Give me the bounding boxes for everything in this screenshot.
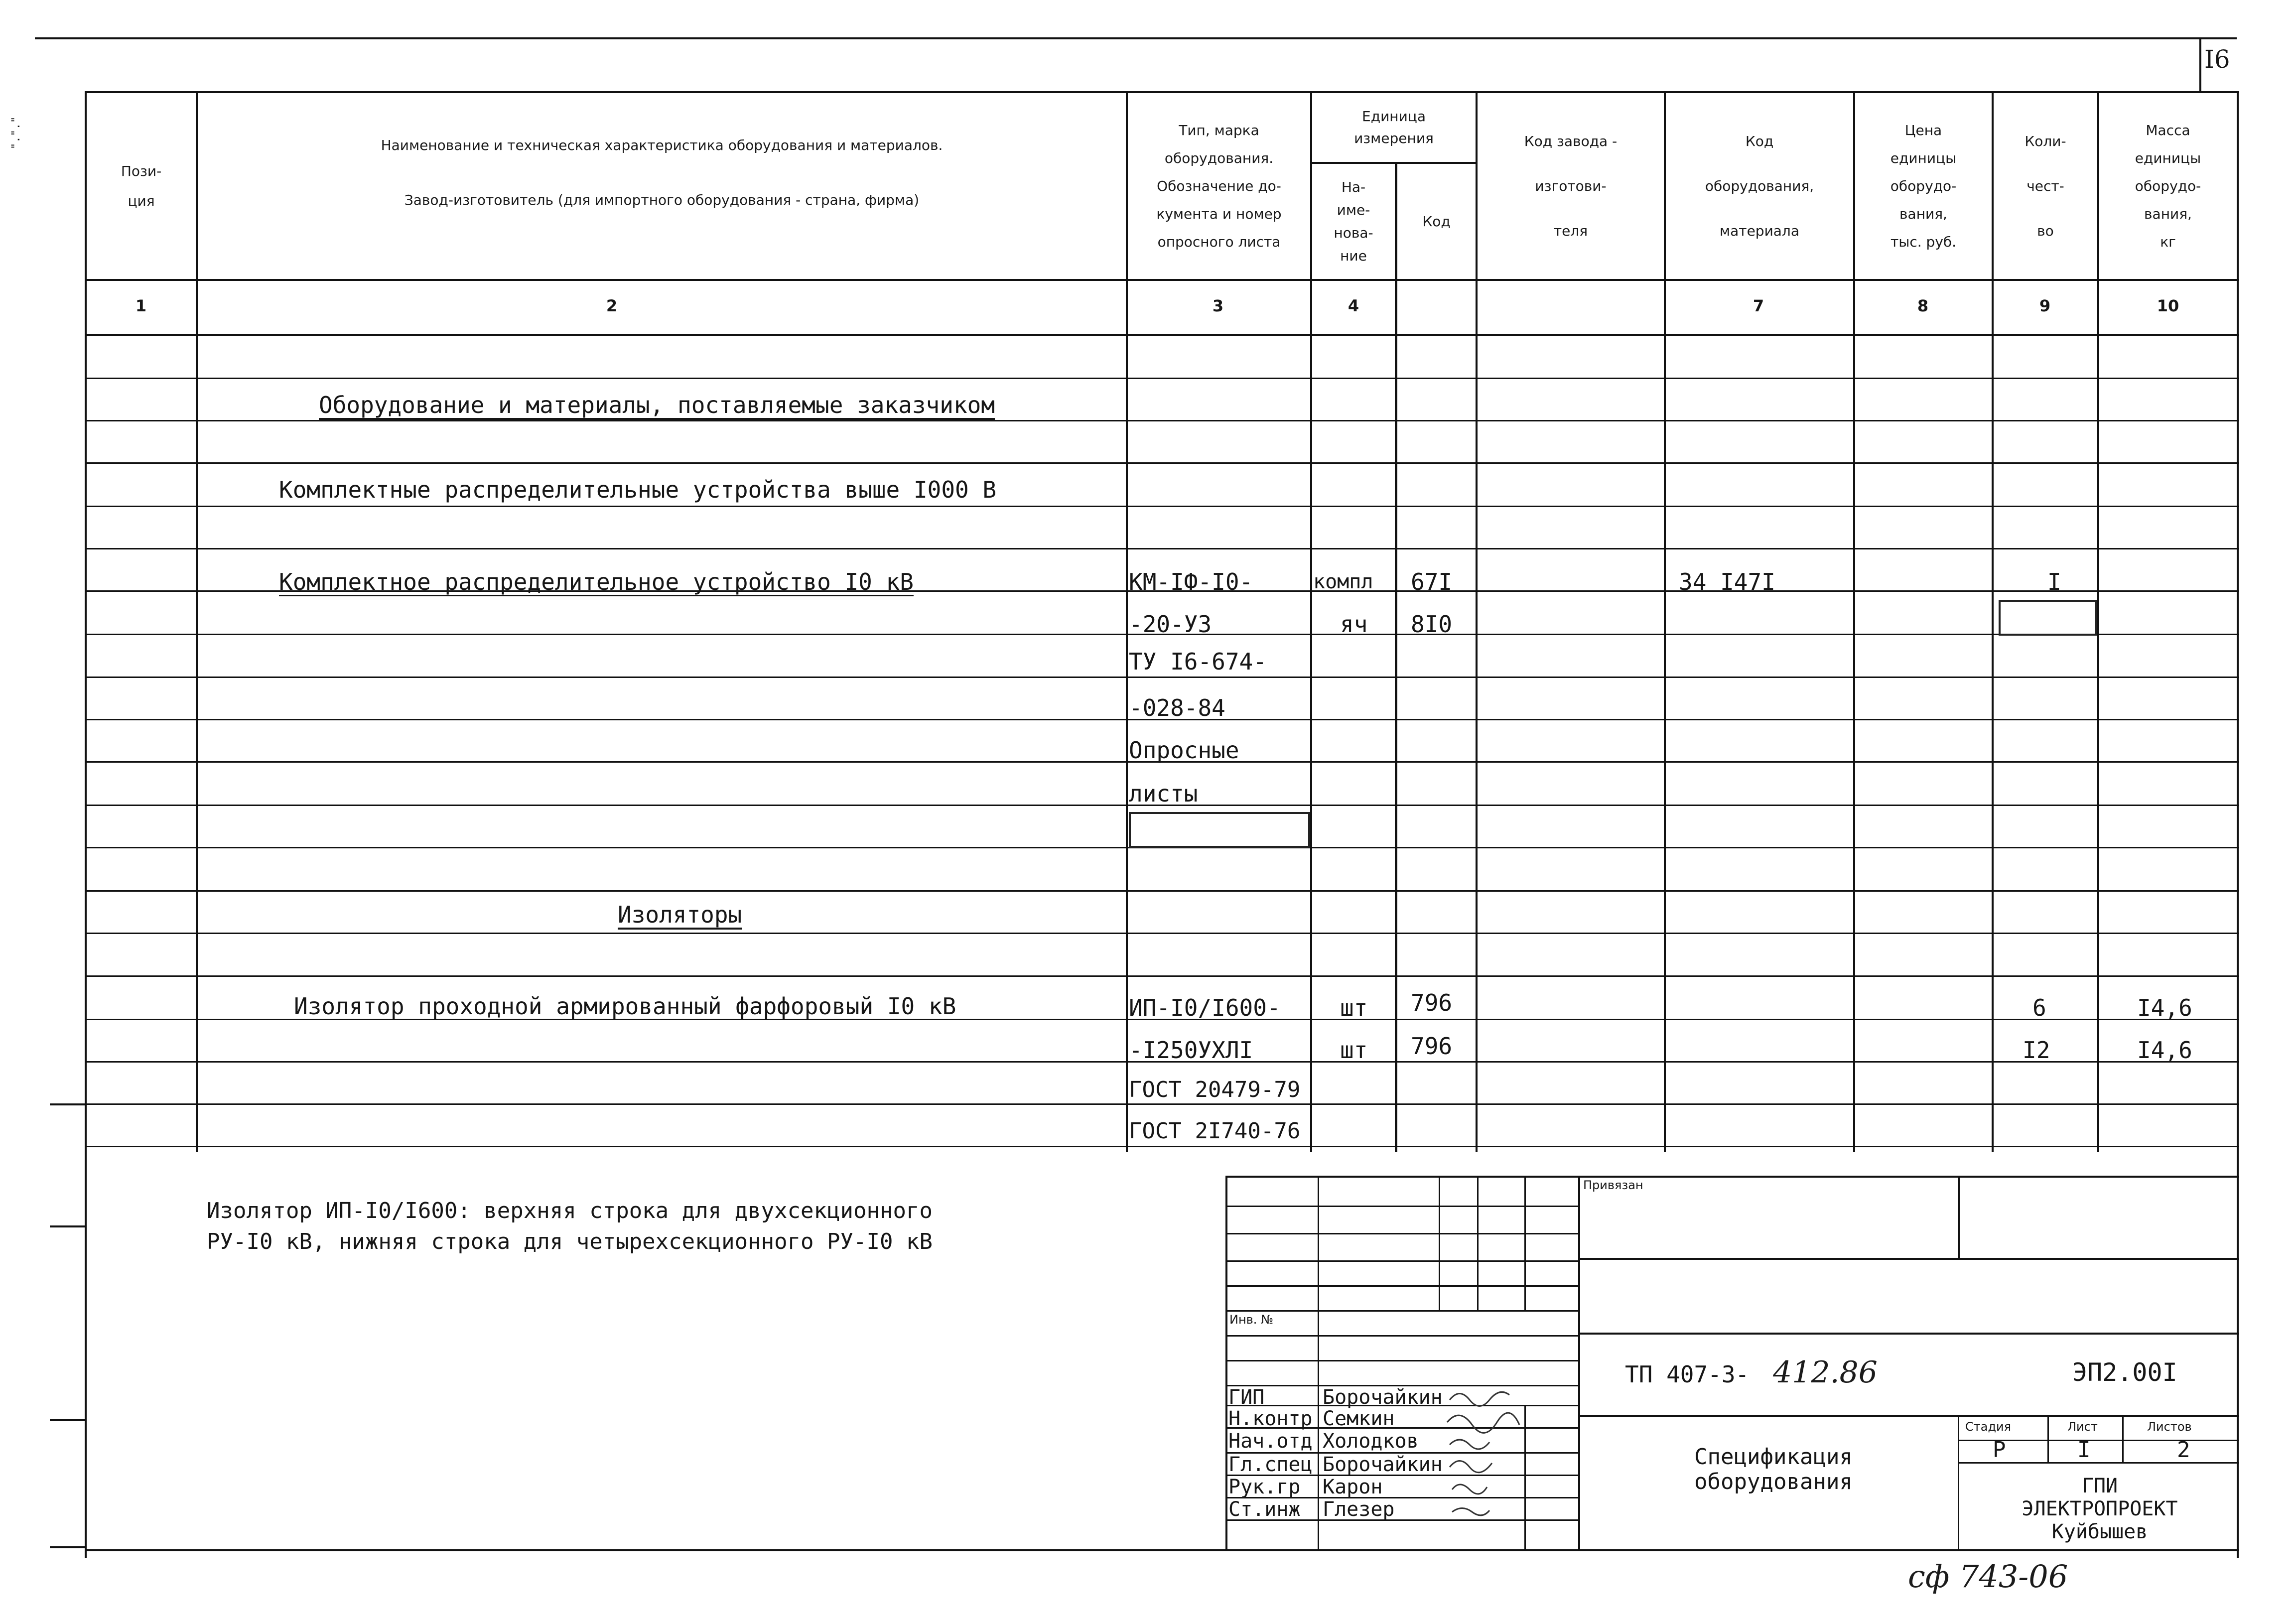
insulator-quantity: I2 <box>2023 1037 2050 1064</box>
signature-scribble <box>1450 1392 1509 1406</box>
header-type-mark: Тип, марка оборудования. Обозначение до- кумента и номер опросного листа <box>1156 122 1282 250</box>
stamp-privyazan-label: Привязан <box>1583 1178 1643 1192</box>
header-unit-name: На- име- нова- ние <box>1334 178 1373 264</box>
table-row-separator <box>85 506 2239 507</box>
sheets-total-label: Листов <box>2147 1420 2192 1434</box>
insulator-unit: шт <box>1340 1037 1368 1064</box>
header-name-description: Наименование и техническая характеристика оборудования и материалов. Завод-изготовитель (для импортного оборудования - страна, фирма) <box>381 137 943 208</box>
kru-unit-code: 67I <box>1411 568 1453 595</box>
kru-unit: яч <box>1340 611 1368 638</box>
column-number: 3 <box>1212 296 1224 315</box>
signature-scribbles <box>1440 1385 1527 1549</box>
sheet-number-badge: I6 <box>2204 45 2230 74</box>
signatory-role: Н.контр <box>1228 1407 1313 1430</box>
column-number: 10 <box>2157 296 2179 315</box>
signatory-name: Холодков <box>1323 1430 1419 1453</box>
signatory-role: Рук.гр <box>1228 1476 1301 1498</box>
table-row-separator <box>85 548 2239 549</box>
signature-scribble <box>1452 1485 1487 1494</box>
insulator-type-line: ГОСТ 2I740-76 <box>1129 1118 1301 1144</box>
stage-value: Р <box>1993 1437 2006 1463</box>
column-number: 8 <box>1917 296 1929 315</box>
insulator-type-line: ИП-I0/I600- <box>1129 994 1281 1021</box>
column-number: 4 <box>1348 296 1359 315</box>
sheet-label: Лист <box>2067 1420 2098 1434</box>
signatory-name: Борочайкин <box>1323 1386 1443 1409</box>
signatory-name: Глезер <box>1323 1498 1395 1521</box>
stamp-inventory-label: Инв. № <box>1229 1313 1274 1327</box>
stage-label: Стадия <box>1965 1420 2012 1434</box>
kru-quantity: I <box>2047 568 2061 595</box>
blank-entry-box <box>1129 812 1310 848</box>
table-row-separator <box>85 420 2239 421</box>
header-manufacturer-code: Код завода - изготови- теля <box>1524 133 1618 239</box>
kru-type-line: Опросные <box>1129 737 1239 764</box>
kru-item-name: Комплектное распределительное устройство I0 кВ <box>279 568 914 595</box>
signatory-name: Борочайкин <box>1323 1453 1443 1476</box>
kru-type-line: ТУ I6-674- <box>1129 648 1267 675</box>
kru-type-line: -028-84 <box>1129 694 1225 721</box>
table-row-separator <box>85 1146 2239 1147</box>
header-unit-group: Единица измерения <box>1354 108 1434 146</box>
kru-material-code: 34 I47I <box>1679 568 1775 595</box>
signature-scribble <box>1447 1413 1519 1433</box>
insulator-type-line: -I250УХЛI <box>1129 1037 1253 1064</box>
doc-code-handwritten: 412.86 <box>1772 1355 1878 1390</box>
signatory-name: Карон <box>1323 1476 1383 1498</box>
table-row-separator <box>85 975 2239 977</box>
insulator-unit-code: 796 <box>1411 989 1453 1016</box>
signature-scribble <box>1450 1461 1492 1473</box>
insulator-item-name: Изолятор проходной армированный фарфоровый I0 кВ <box>294 993 956 1020</box>
column-number: 9 <box>2039 296 2051 315</box>
signatory-role: Нач.отд <box>1228 1430 1313 1453</box>
signatory-name: Семкин <box>1323 1407 1395 1430</box>
insulator-unit-code: 796 <box>1411 1033 1453 1060</box>
organization: ГПИ ЭЛЕКТРОПРОЕКТ Куйбышев <box>2022 1475 2178 1543</box>
signature-scribble <box>1450 1440 1489 1449</box>
signature-scribble <box>1452 1508 1489 1515</box>
header-equipment-code: Код оборудования, материала <box>1705 133 1814 239</box>
sheets-total-value: 2 <box>2177 1437 2190 1463</box>
kru-unit-code: 8I0 <box>1411 611 1453 638</box>
signatory-role: ГИП <box>1228 1386 1265 1409</box>
header-unit-price: Цена единицы оборудо- вания, тыс. руб. <box>1890 122 1957 250</box>
header-position: Пози- ция <box>121 162 162 209</box>
table-row-separator <box>85 933 2239 934</box>
document-title: Спецификация оборудования <box>1694 1444 1853 1494</box>
subsection-insulators-title: Изоляторы <box>618 901 742 928</box>
signatory-role: Ст.инж <box>1228 1498 1301 1521</box>
stamp-doc-mark: ЭП2.00I <box>2072 1358 2177 1387</box>
kru-type-line: -20-У3 <box>1129 611 1212 638</box>
header-unit-mass: Масса единицы оборудо- вания, кг <box>2135 122 2201 250</box>
note-line: РУ-I0 кВ, нижняя строка для четырехсекционного РУ-I0 кВ <box>207 1229 933 1254</box>
sheet-value: I <box>2077 1437 2091 1463</box>
stamp-doc-code: ТП 407-3- 412.86 <box>1625 1355 1878 1390</box>
subsection-kru-title: Комплектные распределительные устройства выше I000 В <box>279 476 997 503</box>
section-title: Оборудование и материалы, поставляемые заказчиком <box>319 392 995 418</box>
table-row-separator <box>85 462 2239 464</box>
insulator-unit-mass: I4,6 <box>2137 1037 2192 1064</box>
table-row-separator <box>85 378 2239 379</box>
kru-unit: компл <box>1313 570 1373 593</box>
signatory-role: Гл.спец <box>1228 1453 1313 1476</box>
kru-type-line: листы <box>1129 780 1198 807</box>
margin-mark: "."." <box>10 116 22 149</box>
insulator-unit: шт <box>1340 994 1368 1021</box>
header-unit-code: Код <box>1422 213 1451 230</box>
insulator-type-line: ГОСТ 20479-79 <box>1129 1077 1301 1102</box>
note-line: Изолятор ИП-I0/I600: верхняя строка для двухсекционного <box>207 1198 933 1223</box>
insulator-quantity: 6 <box>2032 994 2046 1021</box>
kru-type-line: КМ-IФ-I0- <box>1129 568 1253 595</box>
table-row-separator <box>85 677 2239 678</box>
footer-handwritten-note: сф 743-06 <box>1908 1558 2068 1595</box>
column-number: 7 <box>1753 296 1764 315</box>
blank-entry-box <box>1999 600 2097 636</box>
header-quantity: Коли- чест- во <box>2025 133 2066 239</box>
table-row-separator <box>85 890 2239 892</box>
column-number: 2 <box>606 296 618 315</box>
column-number: 1 <box>135 296 147 315</box>
insulator-unit-mass: I4,6 <box>2137 994 2192 1021</box>
